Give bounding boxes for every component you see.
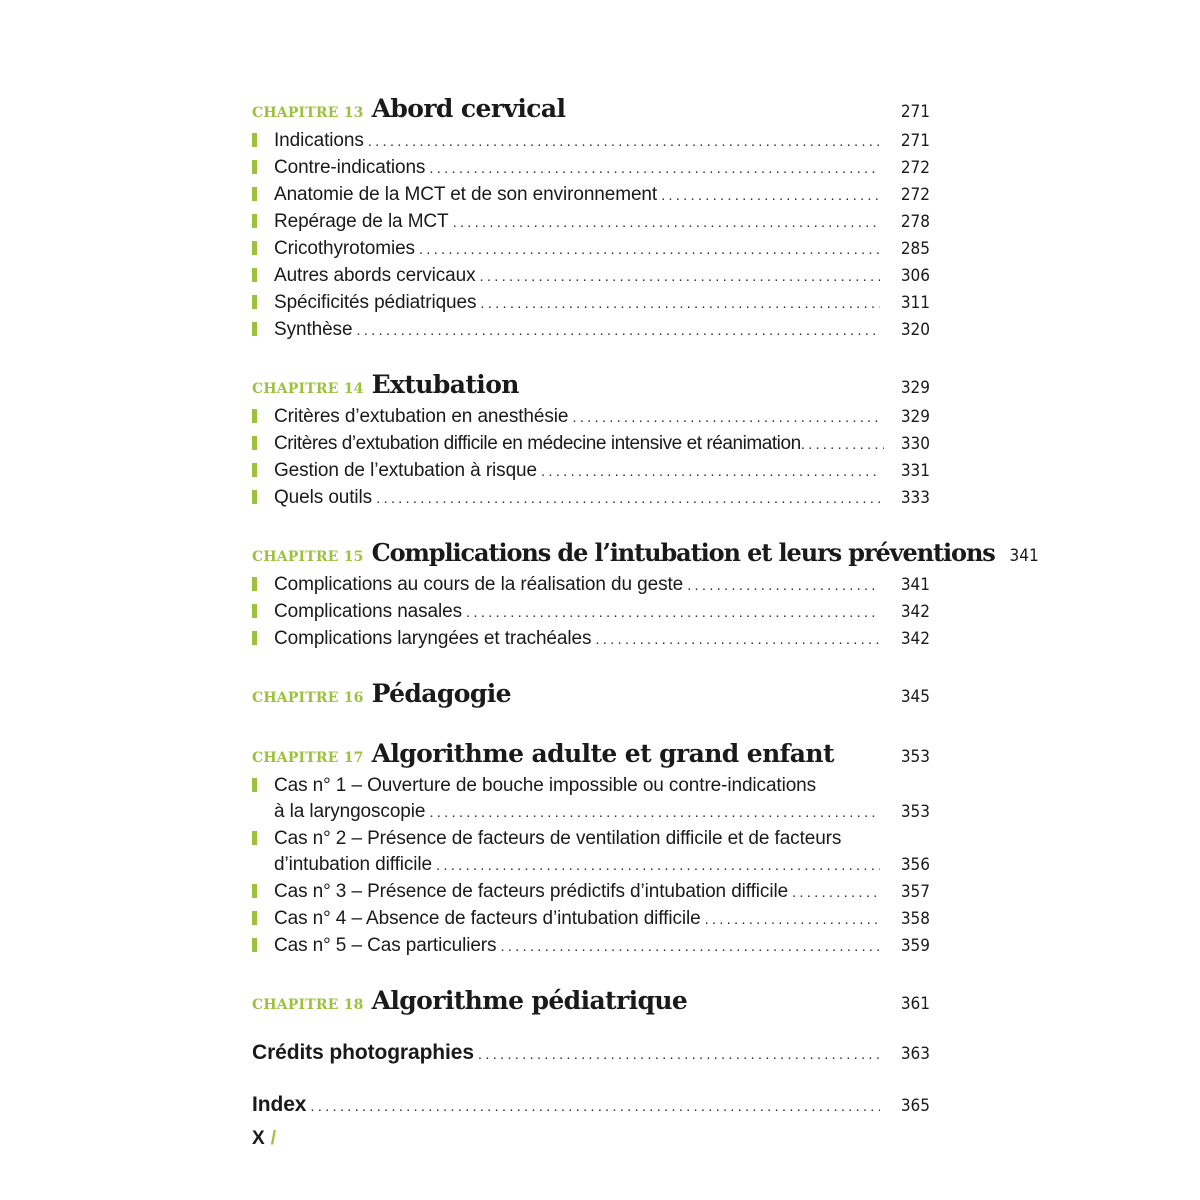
toc-entry — [252, 317, 930, 344]
entry-label: Critères d’extubation en anesthésie — [274, 406, 569, 427]
credits-entry — [252, 1038, 930, 1070]
chapter-heading — [252, 986, 930, 1020]
dot-leader — [595, 627, 880, 653]
entry-label: Cricothyrotomies — [274, 238, 415, 259]
chapter-heading — [252, 370, 930, 404]
dot-leader — [572, 405, 880, 431]
index-label: Index — [252, 1093, 307, 1116]
entry-page-number: 285 — [900, 239, 930, 259]
entry-page-number: 353 — [900, 802, 930, 822]
entry-label: Synthèse — [274, 319, 353, 340]
entry-page-number: 356 — [900, 855, 930, 875]
bullet-marker — [252, 911, 257, 925]
bullet-marker — [252, 241, 257, 255]
toc-entry — [252, 290, 930, 317]
chapter-heading — [252, 538, 1039, 572]
toc-entry — [252, 626, 930, 653]
chapter-heading — [252, 94, 930, 128]
chapter-page-number: 361 — [900, 994, 930, 1014]
bullet-marker — [252, 938, 257, 952]
bullet-marker — [252, 778, 257, 792]
entry-label: Contre-indications — [274, 157, 426, 178]
chapter-title: Algorithme pédiatrique — [371, 986, 688, 1015]
chapter-title: Algorithme adulte et grand enfant — [371, 739, 834, 768]
dot-leader — [478, 1040, 880, 1070]
bullet-marker — [252, 831, 257, 845]
chapter-title: Pédagogie — [371, 679, 511, 708]
dot-leader — [356, 318, 880, 344]
bullet-marker — [252, 133, 257, 147]
dot-leader — [376, 486, 880, 512]
dot-leader — [541, 459, 880, 485]
toc-entry — [252, 155, 930, 182]
toc-entry — [252, 209, 930, 236]
bullet-marker — [252, 884, 257, 898]
chapter-18 — [252, 986, 930, 1020]
entry-label-line1: Cas n° 2 – Présence de facteurs de ventilation difficile et de facteurs — [274, 828, 842, 849]
bullet-marker — [252, 322, 257, 336]
chapter-heading — [252, 679, 930, 713]
toc-entry — [252, 933, 930, 960]
chapter-page-number: 353 — [900, 747, 930, 767]
bullet-marker — [252, 577, 257, 591]
bullet-marker — [252, 631, 257, 645]
dot-leader — [419, 237, 880, 263]
toc-entry — [252, 236, 930, 263]
index-entry — [252, 1090, 930, 1122]
dot-leader — [310, 1092, 880, 1122]
chapter-page-number: 345 — [900, 687, 930, 707]
entry-label: Indications — [274, 130, 364, 151]
entry-page-number: 331 — [900, 461, 930, 481]
entry-page-number: 359 — [900, 936, 930, 956]
chapter-number: CHAPITRE 13 — [252, 105, 364, 121]
toc-entry — [252, 906, 930, 933]
entry-page-number: 342 — [900, 629, 930, 649]
entry-label: Complications nasales — [274, 601, 462, 622]
chapter-14 — [252, 370, 930, 512]
chapter-number: CHAPITRE 15 — [252, 549, 364, 565]
chapter-16 — [252, 679, 930, 713]
dot-leader — [687, 573, 880, 599]
chapter-page-number: 271 — [900, 102, 930, 122]
page-footer — [252, 1128, 276, 1150]
entry-label: Anatomie de la MCT et de son environnement — [274, 184, 658, 205]
entry-page-number: 333 — [900, 488, 930, 508]
entry-page-number: 320 — [900, 320, 930, 340]
dot-leader — [705, 907, 880, 933]
bullet-marker — [252, 604, 257, 618]
chapter-title: Extubation — [371, 370, 519, 399]
table-of-contents — [252, 94, 1039, 1142]
entry-label: à la laryngoscopie — [274, 801, 426, 822]
entry-label: Complications laryngées et trachéales — [274, 628, 592, 649]
index-page-number: 365 — [900, 1096, 930, 1116]
chapter-number: CHAPITRE 14 — [252, 381, 364, 397]
entry-label: Autres abords cervicaux — [274, 265, 476, 286]
toc-entry — [252, 879, 930, 906]
toc-entry — [252, 128, 930, 155]
footer-slash: / — [270, 1128, 276, 1149]
dot-leader — [436, 853, 880, 879]
dot-leader — [466, 600, 880, 626]
bullet-marker — [252, 409, 257, 423]
bullet-marker — [252, 463, 257, 477]
entry-label: Cas n° 4 – Absence de facteurs d’intubation difficile — [274, 908, 701, 929]
bullet-marker — [252, 187, 257, 201]
toc-entry — [252, 485, 930, 512]
entry-page-number: 357 — [900, 882, 930, 902]
toc-entry-multiline — [252, 773, 930, 826]
dot-leader — [453, 210, 880, 236]
entry-page-number: 341 — [900, 575, 930, 595]
entry-label: Complications au cours de la réalisation du geste — [274, 574, 684, 595]
entry-page-number: 306 — [900, 266, 930, 286]
dot-leader — [368, 129, 880, 155]
bullet-marker — [252, 160, 257, 174]
toc-entry — [252, 263, 930, 290]
toc-entry-multiline — [252, 826, 930, 879]
chapter-13 — [252, 94, 930, 344]
entry-page-number: 311 — [900, 293, 930, 313]
entry-page-number: 271 — [900, 131, 930, 151]
dot-leader — [661, 183, 880, 209]
entry-page-number: 278 — [900, 212, 930, 232]
toc-entry — [252, 404, 930, 431]
dot-leader — [429, 800, 880, 826]
entry-label: Repérage de la MCT — [274, 211, 449, 232]
toc-entry — [252, 182, 930, 209]
entry-label: d’intubation difficile — [274, 854, 433, 875]
bullet-marker — [252, 490, 257, 504]
chapter-number: CHAPITRE 16 — [252, 690, 364, 706]
entry-page-number: 272 — [900, 185, 930, 205]
bullet-marker — [252, 268, 257, 282]
toc-entry — [252, 599, 930, 626]
entry-page-number: 342 — [900, 602, 930, 622]
toc-entry — [252, 572, 930, 599]
entry-page-number: 358 — [900, 909, 930, 929]
chapter-title: Complications de l’intubation et leurs préventions — [371, 538, 995, 567]
credits-page-number: 363 — [900, 1044, 930, 1064]
chapter-17 — [252, 739, 930, 960]
bullet-marker — [252, 214, 257, 228]
chapter-page-number: 329 — [900, 378, 930, 398]
entry-label: Spécificités pédiatriques — [274, 292, 477, 313]
entry-label: Gestion de l’extubation à risque — [274, 460, 537, 481]
dot-leader — [500, 934, 880, 960]
page-number-roman: X — [252, 1128, 265, 1149]
dot-leader — [480, 291, 880, 317]
entry-label-line1: Cas n° 1 – Ouverture de bouche impossible ou contre-indications — [274, 775, 817, 796]
toc-entry — [252, 458, 930, 485]
chapter-15 — [252, 538, 1039, 653]
chapter-title: Abord cervical — [371, 94, 566, 123]
chapter-page-number: 341 — [1009, 546, 1039, 566]
dot-leader — [480, 264, 880, 290]
entry-label: Quels outils — [274, 487, 373, 508]
credits-label: Crédits photographies — [252, 1041, 474, 1064]
bullet-marker — [252, 295, 257, 309]
chapter-heading — [252, 739, 930, 773]
toc-entry — [252, 431, 930, 458]
entry-page-number: 329 — [900, 407, 930, 427]
bullet-marker — [252, 436, 257, 450]
dot-leader — [801, 432, 884, 458]
entry-label: Cas n° 5 – Cas particuliers — [274, 935, 497, 956]
dot-leader — [792, 880, 880, 906]
chapter-number: CHAPITRE 18 — [252, 997, 364, 1013]
entry-page-number: 330 — [900, 434, 930, 454]
chapter-number: CHAPITRE 17 — [252, 750, 364, 766]
dot-leader — [429, 156, 880, 182]
entry-label: Cas n° 3 – Présence de facteurs prédictifs d’intubation difficile — [274, 881, 789, 902]
entry-page-number: 272 — [900, 158, 930, 178]
entry-label: Critères d’extubation difficile en médecine intensive et réanimation — [274, 433, 801, 454]
